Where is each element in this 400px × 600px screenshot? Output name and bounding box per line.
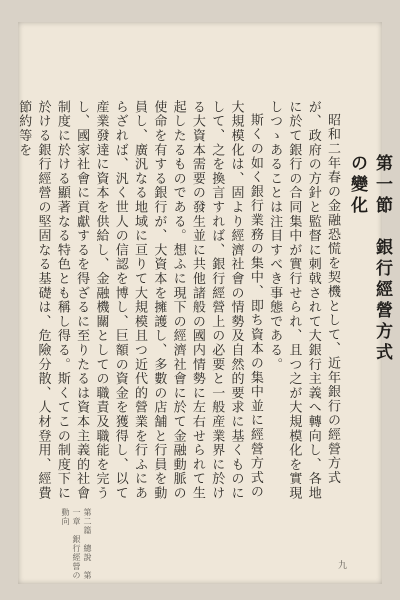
paragraph: 斯くの如く銀行業務の集中、即ち資本の集中並に經營方式の大規模化は、固より經濟社會の情勢及自然的要求に基くものにして、之を換言すれば、銀行經營上の必要と一般産業界に於ける大資本需要の發生並に共他諸般の國内情勢に左右せられて生起したるものである。想ふに現下の經濟社會に於て金融動脈の使命を有する銀行が、大資本を擁護し、多數の店舗と行員を動員し、廣汎なる地域に亘りて大規模且つ近代的營業を行ふにあらざれば、汎く世人の信認を博し、巨額の資金を獲得し、以て産業發達に資本を供給し、金融機關としての職責及職能を完うし、國家社會に貢獻するを得ざるに至りたるは資本主義的社會制度に於ける顯著なる特色とも稱し得る。斯くてこの制度下に於ける銀行經營の堅固なる基礎は、危險分散、人材登用、經費節約等を (16, 100, 263, 501)
book-page (16, 22, 392, 584)
section-heading: 第一節 銀行經營方式の變化 (347, 154, 392, 364)
body-text (16, 100, 342, 502)
paragraph: 昭和二年春の金融恐慌を契機として、近年銀行の經營方式が、政府の方針と監督に刺戟されて大銀行主義へ轉向し、各地に於て銀行の合同集中が實行せられ、且つ之が大規模化を實現しつゝあることは注目すべき事態である。 (267, 100, 340, 501)
page-number: 九 (338, 561, 348, 571)
running-head: 第二篇 總說 第一章 銀行經營の動向 (61, 508, 92, 580)
